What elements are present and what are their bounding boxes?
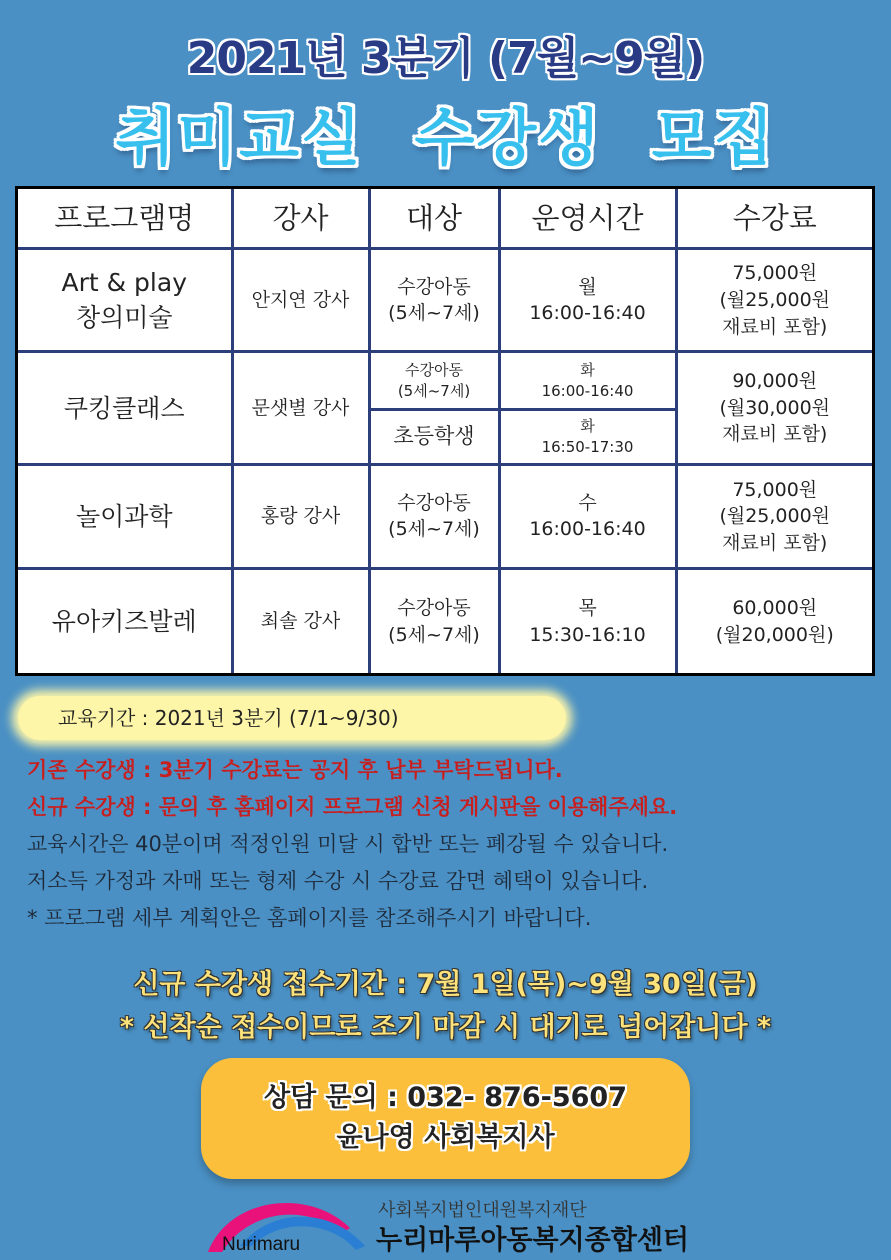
program-name-line: Art & play: [61, 268, 187, 298]
instructor: 문샛별 강사: [232, 352, 369, 464]
notice-existing-students: 기존 수강생 : 3분기 수강료는 공지 후 납부 부탁드립니다.: [27, 758, 563, 782]
notice-discount: 저소득 가정과 자매 또는 형제 수강 시 수강료 감면 혜택이 있습니다.: [27, 869, 649, 893]
footer: [0, 1188, 891, 1260]
table-header-row: [18, 189, 872, 249]
target: 초등학생: [369, 409, 499, 464]
notice-new-students: 신규 수강생 : 문의 후 홈페이지 프로그램 신청 게시판을 이용해주세요.: [27, 795, 678, 819]
fee-line: 재료비 포함): [722, 315, 828, 338]
fee-line: 60,000원: [732, 596, 818, 619]
schedule: [499, 352, 676, 409]
target: [369, 352, 499, 409]
fee: [676, 352, 872, 464]
target: [369, 569, 499, 673]
fee-line: 75,000원: [732, 478, 818, 501]
target: [369, 249, 499, 352]
fee-line: (월30,000원: [719, 396, 831, 419]
table-row: [18, 249, 872, 352]
fee: [676, 249, 872, 352]
fee-line: (월20,000원): [715, 623, 834, 646]
registration-notice: * 선착순 접수이므로 조기 마감 시 대기로 넘어갑니다 *: [119, 1012, 772, 1043]
contact-phone: 상담 문의 : 032- 876-5607: [263, 1082, 627, 1113]
title-line-1: 2021년 3분기 (7월~9월): [186, 33, 705, 84]
schedule-hours: 16:00-16:40: [529, 302, 646, 325]
program-name-line: 창의미술: [75, 303, 173, 333]
foundation-name: 사회복지법인대원복지재단: [378, 1200, 587, 1221]
program-name: 놀이과학: [18, 464, 232, 568]
schedule-day: 목: [578, 596, 597, 619]
contact-person: 윤나영 사회복지사: [336, 1122, 555, 1153]
target: [369, 464, 499, 568]
target-line: (5세~7세): [388, 623, 480, 646]
schedule-day: 화: [580, 416, 595, 435]
target-line: 수강아동: [397, 275, 471, 298]
table-row: [18, 352, 872, 409]
logo-text: Nurimaru: [222, 1234, 301, 1255]
schedule-hours: 16:50-17:30: [541, 437, 634, 456]
fee-line: 재료비 포함): [722, 423, 828, 446]
schedule-hours: 15:30-16:10: [529, 623, 646, 646]
header-time: 운영시간: [499, 189, 676, 249]
schedule: [499, 409, 676, 464]
program-name: 유아키즈발레: [18, 569, 232, 673]
fee-line: 75,000원: [732, 262, 818, 285]
target-line: (5세~7세): [388, 302, 480, 325]
program-name: [18, 249, 232, 352]
table-row: [18, 464, 872, 568]
schedule-day: 화: [580, 360, 595, 379]
fee: [676, 464, 872, 568]
fee-line: 90,000원: [732, 370, 818, 393]
program-table: [15, 186, 875, 676]
education-period: 교육기간 : 2021년 3분기 (7/1~9/30): [18, 696, 566, 740]
notice-list: [27, 752, 887, 937]
title-line-2: 취미교실 수강생 모집: [115, 101, 776, 174]
registration-period: 신규 수강생 접수기간 : 7월 1일(목)~9월 30일(금): [133, 969, 758, 1000]
notice-homepage: * 프로그램 세부 계획안은 홈페이지를 참조해주시기 바랍니다.: [27, 906, 592, 930]
fee-line: 재료비 포함): [722, 531, 828, 554]
table-row: [18, 569, 872, 673]
schedule: [499, 249, 676, 352]
header-program: 프로그램명: [18, 189, 232, 249]
schedule-day: 월: [578, 275, 597, 298]
header-target: 대상: [369, 189, 499, 249]
schedule: [499, 464, 676, 568]
schedule-day: 수: [578, 491, 597, 514]
target-line: (5세~7세): [388, 518, 480, 541]
center-name: 누리마루아동복지종합센터: [376, 1225, 689, 1256]
program-name: 쿠킹클래스: [18, 352, 232, 464]
header-instructor: 강사: [232, 189, 369, 249]
instructor: 최솔 강사: [232, 569, 369, 673]
target-line: 수강아동: [397, 491, 471, 514]
notice-class-time: 교육시간은 40분이며 적정인원 미달 시 합반 또는 폐강될 수 있습니다.: [27, 832, 669, 856]
fee: [676, 569, 872, 673]
target-line: 수강아동: [405, 360, 463, 379]
instructor: 홍랑 강사: [232, 464, 369, 568]
fee-line: (월25,000원: [719, 289, 831, 312]
schedule-hours: 16:00-16:40: [529, 518, 646, 541]
header-fee: 수강료: [676, 189, 872, 249]
instructor: 안지연 강사: [232, 249, 369, 352]
schedule: [499, 569, 676, 673]
target-line: 수강아동: [397, 596, 471, 619]
target-line: (5세~7세): [397, 381, 471, 400]
schedule-hours: 16:00-16:40: [541, 381, 634, 400]
contact-box: [201, 1058, 690, 1179]
fee-line: (월25,000원: [719, 505, 831, 528]
nurimaru-logo: [200, 1188, 370, 1256]
